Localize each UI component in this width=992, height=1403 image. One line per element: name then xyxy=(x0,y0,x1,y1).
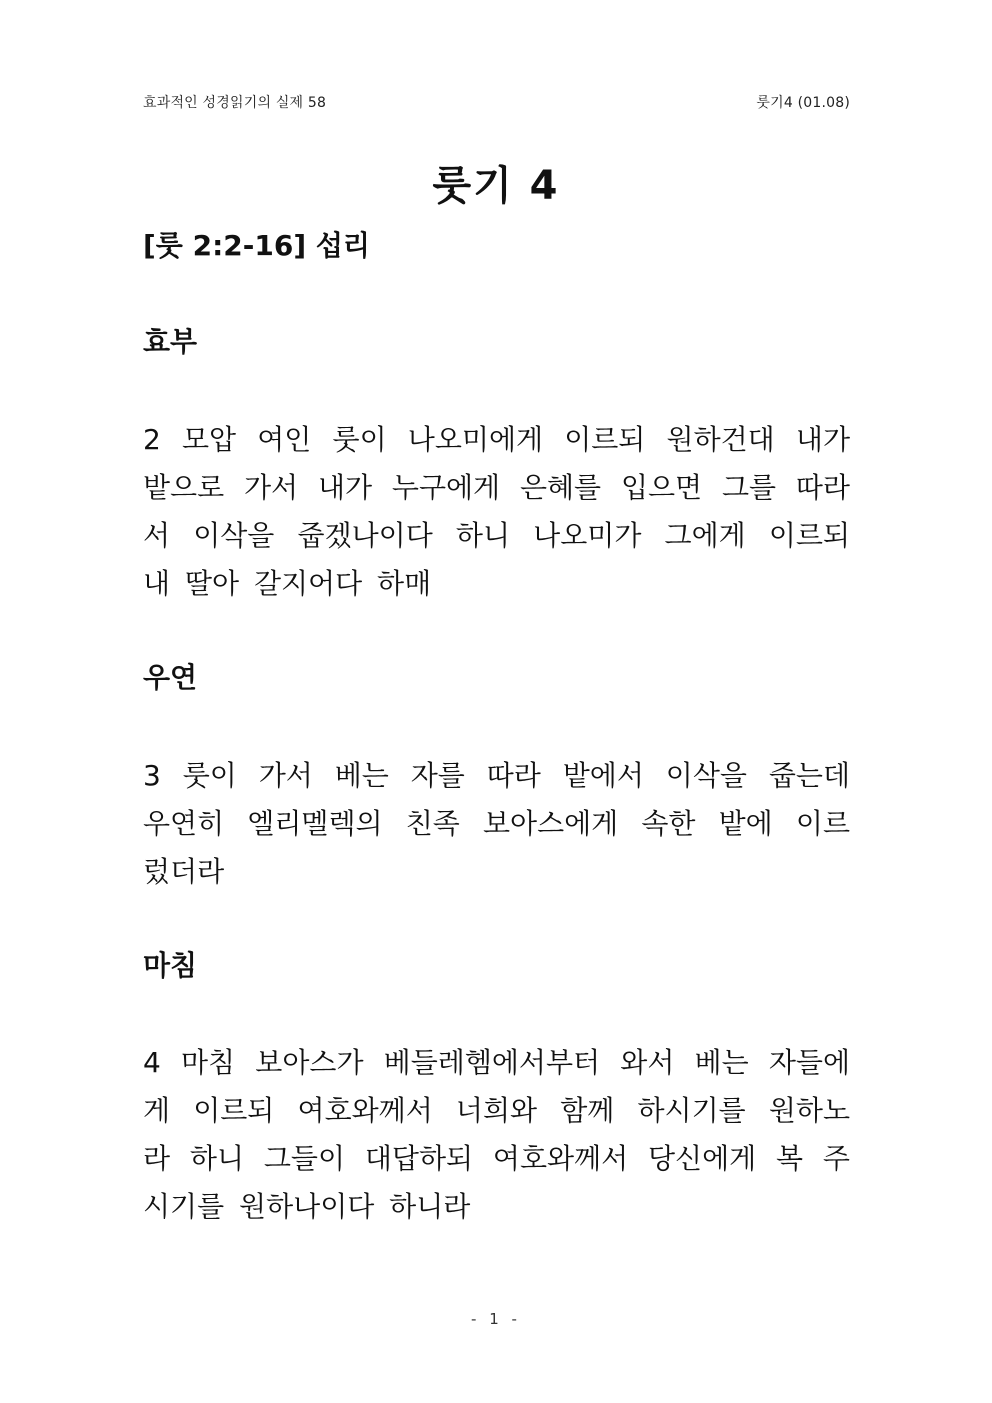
verse-line: 렀더라 xyxy=(143,855,225,888)
page-title: 룻기 4 xyxy=(432,163,560,209)
verse-line: 밭으로 가서 내가 누구에게 은혜를 입으면 그를 따라 xyxy=(143,471,850,504)
verse-line: 4 마침 보아스가 베들레헴에서부터 와서 베는 자들에 xyxy=(143,1046,850,1079)
verse-line: 내 딸아 갈지어다 하매 xyxy=(143,567,432,600)
verse-line: 우연히 엘리멜렉의 친족 보아스에게 속한 밭에 이르 xyxy=(143,807,850,840)
verse-paragraph-2 xyxy=(143,416,850,608)
verse-line: 2 모압 여인 룻이 나오미에게 이르되 원하건대 내가 xyxy=(143,423,850,456)
verse-paragraph-4 xyxy=(143,1039,850,1231)
scripture-reference-title: [룻 2:2-16] 섭리 xyxy=(143,229,370,262)
verse-line: 3 룻이 가서 베는 자를 따라 밭에서 이삭을 줍는데 xyxy=(143,759,850,792)
running-header-right: 룻기4 (01.08) xyxy=(756,95,850,111)
section-heading-3: 마침 xyxy=(143,949,198,982)
running-header-left: 효과적인 성경읽기의 실제 58 xyxy=(143,95,327,111)
verse-line: 서 이삭을 줍겠나이다 하니 나오미가 그에게 이르되 xyxy=(143,519,850,552)
verse-line: 라 하니 그들이 대답하되 여호와께서 당신에게 복 주 xyxy=(143,1142,850,1175)
section-heading-1: 효부 xyxy=(143,325,198,358)
section-heading-2: 우연 xyxy=(143,661,198,694)
verse-paragraph-3 xyxy=(143,752,850,896)
page-number: - 1 - xyxy=(471,1310,521,1328)
verse-line: 시기를 원하나이다 하니라 xyxy=(143,1190,471,1223)
verse-line: 게 이르되 여호와께서 너희와 함께 하시기를 원하노 xyxy=(143,1094,850,1127)
